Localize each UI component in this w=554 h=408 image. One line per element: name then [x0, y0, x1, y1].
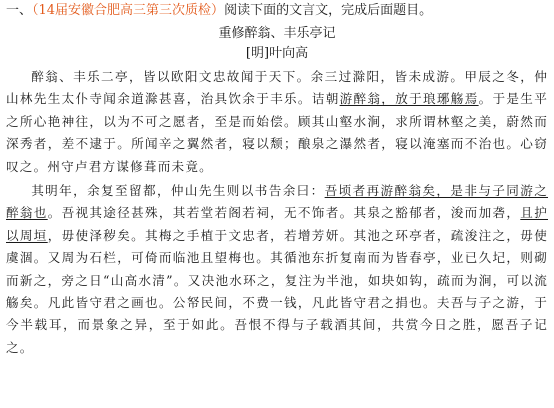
passage-text: 。吾视其途径甚殊，其若堂若阁若祠，无不饰者。其泉之豁郁者，浚而加砻， — [47, 205, 521, 221]
passage-paragraph — [6, 180, 548, 359]
question-source: （14届安徽合肥高三第三次质检） — [32, 3, 225, 18]
passage-text: 。其循池东折复南而为皆春亭，业已久圮，则砌而新之，旁之日 — [6, 250, 548, 288]
passage-text: 醉翁、丰乐二亭，皆以欧阳文忠故闻于天下。余三过滁阳，皆未成游。甲辰之冬，仲山林先生太仆寺闻余道滁甚喜，治具饮余于丰乐。诘朝 — [6, 69, 548, 107]
passage-title: 重修醉翁、丰乐亭记 — [218, 26, 336, 41]
passage-text: ，毋使泽秽矣。其梅之手植于文忠者，若增芳妍。其池之环亭者，疏浚注之，毋使虞涸。又周为石栏，可倚而临池且望梅也 — [6, 227, 548, 266]
passage-text: 。又决池水环之，复注为半池，如块如钩，疏而为涧，可以流觞矣。凡此皆守君之画也。公帑民间，不费一钱，凡此皆守君之捐也。夫吾与子之游，于今半载耳，而景象之异，至于如此。吾恨不得与子载酒其间，共赏今日之胜，愿吾子记之。 — [6, 272, 548, 355]
question-prefix: 一、 — [6, 3, 33, 18]
passage-author: [明]叶向高 — [245, 46, 309, 61]
passage-text: 。于是生平之所心艳神往，以为不可之愿者，至是而始偿。顾其山壑水涧，求所谓林壑之美，蔚然而深秀者，差不逮于。所闻辛之翼然者，寝以颓；酿泉之瀑然者，寝以淹塞而不治也。心窃叹之。州守卢君方谋修葺而未竟。 — [6, 91, 549, 174]
passage-body — [6, 66, 548, 359]
passage-text: 其明年，余复至留都，仲山先生则以书告余曰： — [31, 183, 325, 199]
underlined-sentence: 且护以周垣 — [6, 205, 548, 243]
underlined-sentence: 吾顷者再游醉翁矣，是非与子同游之醉翁也 — [6, 183, 549, 221]
question-heading — [6, 2, 548, 20]
underlined-sentence: 游醉翁，放于琅琊觞焉 — [339, 91, 479, 107]
passage-paragraph — [6, 66, 548, 178]
question-instruction: 阅读下面的文言文，完成后面题目。 — [224, 3, 433, 18]
passage-text: “山高水清” — [103, 272, 174, 288]
